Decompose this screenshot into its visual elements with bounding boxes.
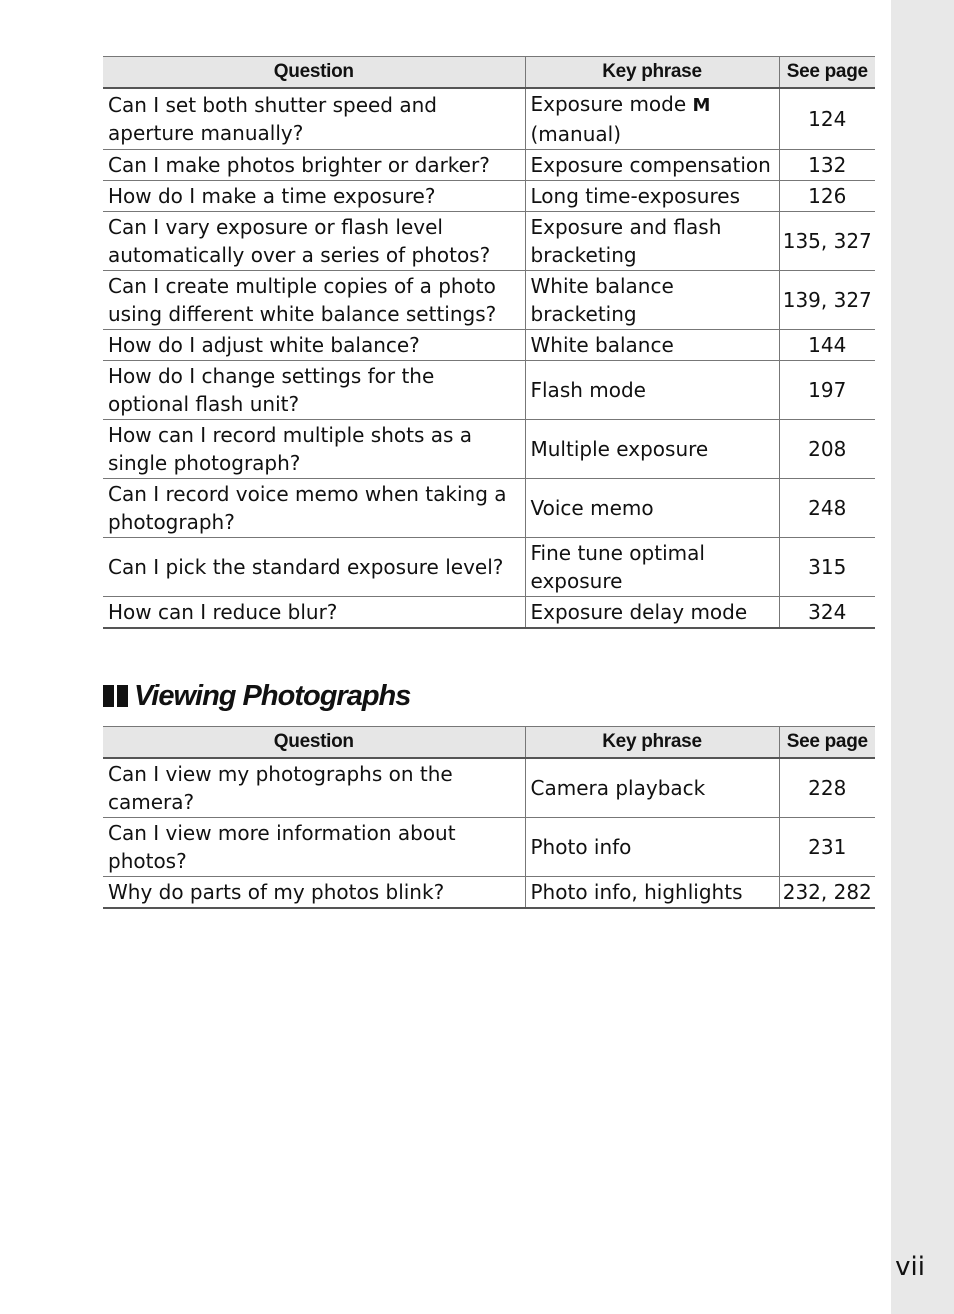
see-page-cell: 135, 327 <box>779 212 875 271</box>
section-heading <box>103 676 410 716</box>
table-row <box>103 330 875 361</box>
page-margin-strip <box>891 0 954 1314</box>
table-row <box>103 150 875 181</box>
table-row <box>103 877 875 909</box>
key-phrase-text: Exposure mode <box>530 92 687 116</box>
table-row <box>103 420 875 479</box>
see-page-cell: 126 <box>779 181 875 212</box>
question-cell: Can I view my photographs on the camera? <box>103 758 525 818</box>
faq-table-shooting <box>103 56 875 629</box>
key-phrase-cell: Voice memo <box>525 479 779 538</box>
question-cell: Can I pick the standard exposure level? <box>103 538 525 597</box>
key-phrase-cell: Camera playback <box>525 758 779 818</box>
key-phrase-cell: Fine tune optimal exposure <box>525 538 779 597</box>
key-phrase-cell: Multiple exposure <box>525 420 779 479</box>
see-page-cell: 232, 282 <box>779 877 875 909</box>
section-title: Viewing Photographs <box>134 679 411 712</box>
table-row <box>103 818 875 877</box>
key-phrase-cell: Photo info, highlights <box>525 877 779 909</box>
key-phrase-cell: Exposure compensation <box>525 150 779 181</box>
column-header-question: Question <box>103 57 525 89</box>
table-header-row <box>103 727 875 759</box>
question-cell: Why do parts of my photos blink? <box>103 877 525 909</box>
key-phrase-cell: White balance bracketing <box>525 271 779 330</box>
section-marker-icon <box>103 685 128 707</box>
key-phrase-cell: Flash mode <box>525 361 779 420</box>
table-row <box>103 758 875 818</box>
key-phrase-cell: Exposure delay mode <box>525 597 779 629</box>
question-cell: Can I make photos brighter or darker? <box>103 150 525 181</box>
table-row <box>103 479 875 538</box>
key-phrase-cell: White balance <box>525 330 779 361</box>
see-page-cell: 144 <box>779 330 875 361</box>
manual-mode-icon: M <box>692 95 711 116</box>
question-cell: How do I make a time exposure? <box>103 181 525 212</box>
page-number: vii <box>895 1252 925 1282</box>
question-cell: How can I record multiple shots as a single photograph? <box>103 420 525 479</box>
table-row <box>103 88 875 150</box>
question-cell: Can I view more information about photos? <box>103 818 525 877</box>
see-page-cell: 315 <box>779 538 875 597</box>
table-row <box>103 181 875 212</box>
see-page-cell: 139, 327 <box>779 271 875 330</box>
key-phrase-cell: Exposure and flash bracketing <box>525 212 779 271</box>
see-page-cell: 228 <box>779 758 875 818</box>
see-page-cell: 124 <box>779 88 875 150</box>
table-header-row <box>103 57 875 89</box>
key-phrase-cell: Long time-exposures <box>525 181 779 212</box>
see-page-cell: 324 <box>779 597 875 629</box>
question-cell: How do I change settings for the optional flash unit? <box>103 361 525 420</box>
see-page-cell: 208 <box>779 420 875 479</box>
see-page-cell: 197 <box>779 361 875 420</box>
column-header-question: Question <box>103 727 525 759</box>
table-row <box>103 538 875 597</box>
question-cell: Can I vary exposure or flash level automatically over a series of photos? <box>103 212 525 271</box>
column-header-key-phrase: Key phrase <box>525 57 779 89</box>
question-cell: How do I adjust white balance? <box>103 330 525 361</box>
key-phrase-suffix: (manual) <box>530 122 622 146</box>
key-phrase-cell <box>525 88 779 150</box>
question-cell: Can I create multiple copies of a photo using different white balance settings? <box>103 271 525 330</box>
see-page-cell: 132 <box>779 150 875 181</box>
table-row <box>103 212 875 271</box>
see-page-cell: 248 <box>779 479 875 538</box>
faq-table-viewing <box>103 726 875 909</box>
question-cell: Can I record voice memo when taking a photograph? <box>103 479 525 538</box>
table-row <box>103 597 875 629</box>
column-header-see-page: See page <box>779 727 875 759</box>
question-cell: How can I reduce blur? <box>103 597 525 629</box>
table-row <box>103 271 875 330</box>
column-header-see-page: See page <box>779 57 875 89</box>
question-cell: Can I set both shutter speed and aperture manually? <box>103 88 525 150</box>
table-row <box>103 361 875 420</box>
see-page-cell: 231 <box>779 818 875 877</box>
key-phrase-cell: Photo info <box>525 818 779 877</box>
column-header-key-phrase: Key phrase <box>525 727 779 759</box>
